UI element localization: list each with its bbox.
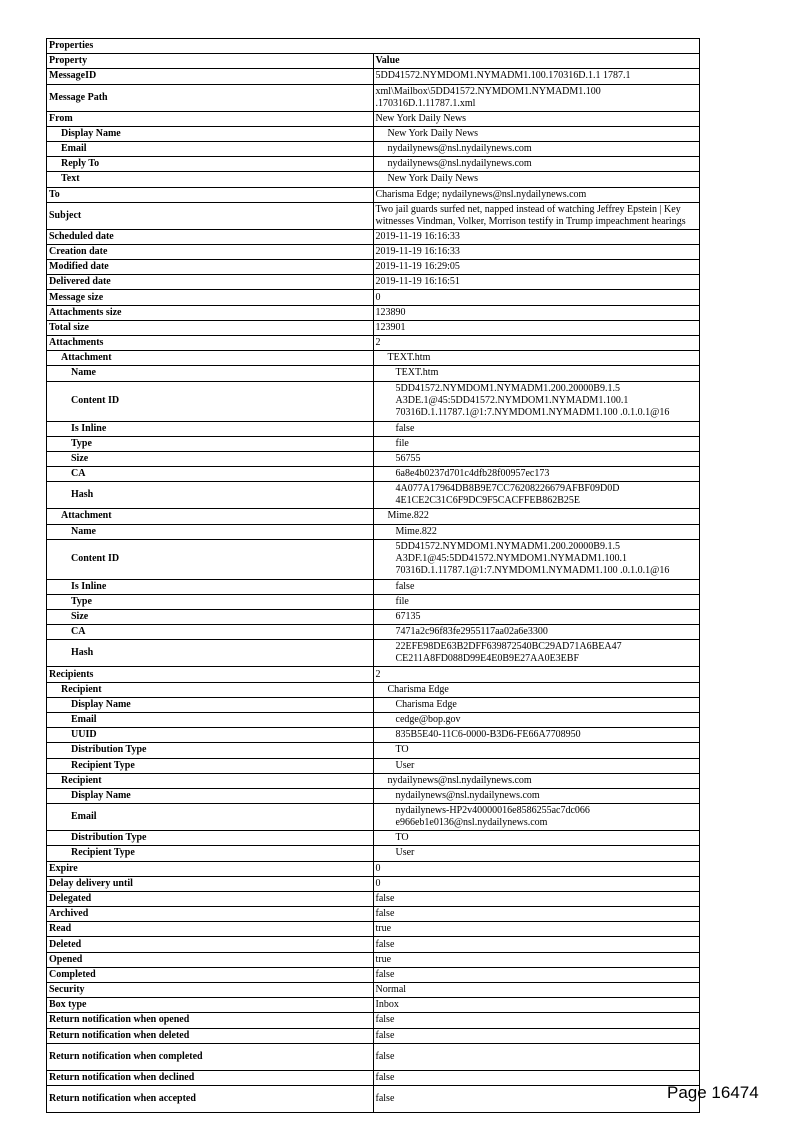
property-value: nydailynews@nsl.nydailynews.com bbox=[373, 141, 700, 156]
properties-table bbox=[46, 38, 700, 1113]
property-value: TEXT.htm bbox=[373, 366, 700, 381]
table-row bbox=[47, 436, 700, 451]
column-header-property: Property bbox=[47, 54, 374, 69]
property-value: 6a8e4b0237d701c4dfb28f00957ec173 bbox=[373, 467, 700, 482]
properties-table-body bbox=[47, 39, 700, 1113]
property-value: 2019-11-19 16:16:33 bbox=[373, 244, 700, 259]
property-value: TO bbox=[373, 831, 700, 846]
table-row bbox=[47, 728, 700, 743]
table-row bbox=[47, 876, 700, 891]
property-value: true bbox=[373, 922, 700, 937]
table-title: Properties bbox=[47, 39, 700, 54]
table-row bbox=[47, 682, 700, 697]
property-value: 0 bbox=[373, 876, 700, 891]
table-row bbox=[47, 773, 700, 788]
property-name: Opened bbox=[47, 952, 374, 967]
table-row bbox=[47, 111, 700, 126]
property-name: Recipient bbox=[47, 682, 374, 697]
property-name: Recipient Type bbox=[47, 758, 374, 773]
property-value: 123890 bbox=[373, 305, 700, 320]
table-row bbox=[47, 172, 700, 187]
table-row bbox=[47, 381, 700, 421]
table-row bbox=[47, 126, 700, 141]
property-value: false bbox=[373, 967, 700, 982]
table-row bbox=[47, 998, 700, 1013]
property-value: false bbox=[373, 1043, 700, 1070]
property-value: TEXT.htm bbox=[373, 351, 700, 366]
property-name: Message size bbox=[47, 290, 374, 305]
property-name: Attachment bbox=[47, 351, 374, 366]
property-name: Message Path bbox=[47, 84, 374, 111]
property-name: Delivered date bbox=[47, 275, 374, 290]
table-row bbox=[47, 594, 700, 609]
table-row bbox=[47, 610, 700, 625]
table-row bbox=[47, 788, 700, 803]
property-name: Attachments size bbox=[47, 305, 374, 320]
property-name: Return notification when completed bbox=[47, 1043, 374, 1070]
table-row bbox=[47, 509, 700, 524]
property-value: 835B5E40-11C6-0000-B3D6-FE66A7708950 bbox=[373, 728, 700, 743]
property-name: Delay delivery until bbox=[47, 876, 374, 891]
property-value: Charisma Edge bbox=[373, 682, 700, 697]
property-value: Inbox bbox=[373, 998, 700, 1013]
property-name: Hash bbox=[47, 482, 374, 509]
property-value: 22EFE98DE63B2DFF639872540BC29AD71A6BEA47 CE211A8FD088D99E4E0B9E27AA0E3EBF bbox=[373, 640, 700, 667]
table-row bbox=[47, 187, 700, 202]
table-row bbox=[47, 1043, 700, 1070]
property-name: Archived bbox=[47, 907, 374, 922]
property-name: Total size bbox=[47, 320, 374, 335]
property-value: 67135 bbox=[373, 610, 700, 625]
property-value: Two jail guards surfed net, napped instead of watching Jeffrey Epstein | Key witnesses Vindman, Volker, Morrison testify in Trump impeachment hearings bbox=[373, 202, 700, 229]
property-value: cedge@bop.gov bbox=[373, 713, 700, 728]
property-name: Return notification when declined bbox=[47, 1070, 374, 1085]
property-value: 123901 bbox=[373, 320, 700, 335]
property-value: false bbox=[373, 421, 700, 436]
table-row bbox=[47, 524, 700, 539]
property-value: 2 bbox=[373, 667, 700, 682]
property-name: Text bbox=[47, 172, 374, 187]
property-name: Delegated bbox=[47, 891, 374, 906]
property-name: Size bbox=[47, 610, 374, 625]
property-name: Is Inline bbox=[47, 421, 374, 436]
table-row bbox=[47, 1085, 700, 1112]
property-value: 5DD41572.NYMDOM1.NYMADM1.200.20000B9.1.5 A3DE.1@45:5DD41572.NYMDOM1.NYMADM1.100.1 70316D.1.11787.1@1:7.NYMDOM1.NYMADM1.100 .0.1.0.1@16 bbox=[373, 381, 700, 421]
property-name: To bbox=[47, 187, 374, 202]
property-name: Scheduled date bbox=[47, 229, 374, 244]
property-value: 2019-11-19 16:29:05 bbox=[373, 260, 700, 275]
table-row bbox=[47, 667, 700, 682]
table-row bbox=[47, 275, 700, 290]
property-value: file bbox=[373, 436, 700, 451]
table-row bbox=[47, 84, 700, 111]
property-value: User bbox=[373, 758, 700, 773]
property-name: Deleted bbox=[47, 937, 374, 952]
property-name: Email bbox=[47, 141, 374, 156]
property-value: Charisma Edge bbox=[373, 697, 700, 712]
property-name: CA bbox=[47, 467, 374, 482]
table-row bbox=[47, 336, 700, 351]
property-name: Display Name bbox=[47, 697, 374, 712]
table-row bbox=[47, 539, 700, 579]
property-value: nydailynews@nsl.nydailynews.com bbox=[373, 788, 700, 803]
property-value: 7471a2c96f83fe2955117aa02a6e3300 bbox=[373, 625, 700, 640]
property-name: Box type bbox=[47, 998, 374, 1013]
property-value: nydailynews@nsl.nydailynews.com bbox=[373, 773, 700, 788]
property-name: Read bbox=[47, 922, 374, 937]
table-row bbox=[47, 831, 700, 846]
property-value: false bbox=[373, 1013, 700, 1028]
property-value: xml\Mailbox\5DD41572.NYMDOM1.NYMADM1.100 .170316D.1.11787.1.xml bbox=[373, 84, 700, 111]
property-value: 2 bbox=[373, 336, 700, 351]
table-row bbox=[47, 451, 700, 466]
property-value: false bbox=[373, 907, 700, 922]
table-row bbox=[47, 290, 700, 305]
table-row bbox=[47, 846, 700, 861]
table-row bbox=[47, 967, 700, 982]
table-row bbox=[47, 713, 700, 728]
table-title-row bbox=[47, 39, 700, 54]
table-row bbox=[47, 1028, 700, 1043]
table-row bbox=[47, 202, 700, 229]
property-name: Email bbox=[47, 713, 374, 728]
property-value: Mime.822 bbox=[373, 524, 700, 539]
table-row bbox=[47, 907, 700, 922]
property-value: false bbox=[373, 891, 700, 906]
property-value: 5DD41572.NYMDOM1.NYMADM1.100.170316D.1.1 1787.1 bbox=[373, 69, 700, 84]
table-row bbox=[47, 366, 700, 381]
property-name: Modified date bbox=[47, 260, 374, 275]
property-value: 5DD41572.NYMDOM1.NYMADM1.200.20000B9.1.5 A3DF.1@45:5DD41572.NYMDOM1.NYMADM1.100.1 70316D.1.11787.1@1:7.NYMDOM1.NYMADM1.100 .0.1.0.1@16 bbox=[373, 539, 700, 579]
table-row bbox=[47, 640, 700, 667]
table-row bbox=[47, 260, 700, 275]
table-row bbox=[47, 351, 700, 366]
property-value: New York Daily News bbox=[373, 126, 700, 141]
table-row bbox=[47, 421, 700, 436]
property-name: Display Name bbox=[47, 788, 374, 803]
table-row bbox=[47, 482, 700, 509]
page-number: Page 16474 bbox=[667, 1083, 759, 1102]
property-value: 0 bbox=[373, 290, 700, 305]
property-name: Name bbox=[47, 366, 374, 381]
property-value: 4A077A17964DB8B9E7CC76208226679AFBF09D0D 4E1CE2C31C6F9DC9F5CACFFEB862B25E bbox=[373, 482, 700, 509]
property-name: Email bbox=[47, 804, 374, 831]
property-name: Recipient Type bbox=[47, 846, 374, 861]
property-value: false bbox=[373, 1070, 700, 1085]
property-name: Type bbox=[47, 594, 374, 609]
table-row bbox=[47, 922, 700, 937]
property-name: Type bbox=[47, 436, 374, 451]
property-value: false bbox=[373, 937, 700, 952]
table-row bbox=[47, 229, 700, 244]
property-name: Creation date bbox=[47, 244, 374, 259]
table-row bbox=[47, 467, 700, 482]
property-value: TO bbox=[373, 743, 700, 758]
property-value: User bbox=[373, 846, 700, 861]
property-name: Attachments bbox=[47, 336, 374, 351]
property-value: nydailynews@nsl.nydailynews.com bbox=[373, 157, 700, 172]
table-row bbox=[47, 305, 700, 320]
column-header-value: Value bbox=[373, 54, 700, 69]
property-value: false bbox=[373, 1085, 700, 1112]
table-row bbox=[47, 141, 700, 156]
property-value: Charisma Edge; nydailynews@nsl.nydailynews.com bbox=[373, 187, 700, 202]
property-name: Expire bbox=[47, 861, 374, 876]
property-name: Content ID bbox=[47, 539, 374, 579]
table-row bbox=[47, 579, 700, 594]
property-name: Name bbox=[47, 524, 374, 539]
property-name: CA bbox=[47, 625, 374, 640]
property-value: 2019-11-19 16:16:51 bbox=[373, 275, 700, 290]
property-name: Return notification when opened bbox=[47, 1013, 374, 1028]
property-value: false bbox=[373, 1028, 700, 1043]
property-name: Distribution Type bbox=[47, 743, 374, 758]
property-name: Hash bbox=[47, 640, 374, 667]
property-value: 56755 bbox=[373, 451, 700, 466]
property-name: MessageID bbox=[47, 69, 374, 84]
property-name: Return notification when deleted bbox=[47, 1028, 374, 1043]
property-value: Mime.822 bbox=[373, 509, 700, 524]
table-row bbox=[47, 983, 700, 998]
table-row bbox=[47, 952, 700, 967]
property-name: Reply To bbox=[47, 157, 374, 172]
property-name: Recipients bbox=[47, 667, 374, 682]
table-row bbox=[47, 1013, 700, 1028]
property-value: false bbox=[373, 579, 700, 594]
property-value: file bbox=[373, 594, 700, 609]
property-name: Completed bbox=[47, 967, 374, 982]
table-row bbox=[47, 157, 700, 172]
property-name: Size bbox=[47, 451, 374, 466]
property-value: New York Daily News bbox=[373, 111, 700, 126]
table-row bbox=[47, 758, 700, 773]
table-row bbox=[47, 861, 700, 876]
table-row bbox=[47, 804, 700, 831]
property-value: New York Daily News bbox=[373, 172, 700, 187]
property-name: Display Name bbox=[47, 126, 374, 141]
property-name: Recipient bbox=[47, 773, 374, 788]
table-row bbox=[47, 1070, 700, 1085]
table-row bbox=[47, 891, 700, 906]
table-header-row bbox=[47, 54, 700, 69]
property-value: 0 bbox=[373, 861, 700, 876]
property-value: true bbox=[373, 952, 700, 967]
table-row bbox=[47, 697, 700, 712]
table-row bbox=[47, 69, 700, 84]
property-value: Normal bbox=[373, 983, 700, 998]
table-row bbox=[47, 320, 700, 335]
property-name: Security bbox=[47, 983, 374, 998]
property-name: From bbox=[47, 111, 374, 126]
property-name: Subject bbox=[47, 202, 374, 229]
property-name: Content ID bbox=[47, 381, 374, 421]
property-name: UUID bbox=[47, 728, 374, 743]
property-name: Distribution Type bbox=[47, 831, 374, 846]
table-row bbox=[47, 625, 700, 640]
property-value: nydailynews-HP2v40000016e8586255ac7dc066 e966eb1e0136@nsl.nydailynews.com bbox=[373, 804, 700, 831]
table-row bbox=[47, 743, 700, 758]
table-row bbox=[47, 244, 700, 259]
property-name: Attachment bbox=[47, 509, 374, 524]
table-row bbox=[47, 937, 700, 952]
property-name: Return notification when accepted bbox=[47, 1085, 374, 1112]
property-value: 2019-11-19 16:16:33 bbox=[373, 229, 700, 244]
property-name: Is Inline bbox=[47, 579, 374, 594]
